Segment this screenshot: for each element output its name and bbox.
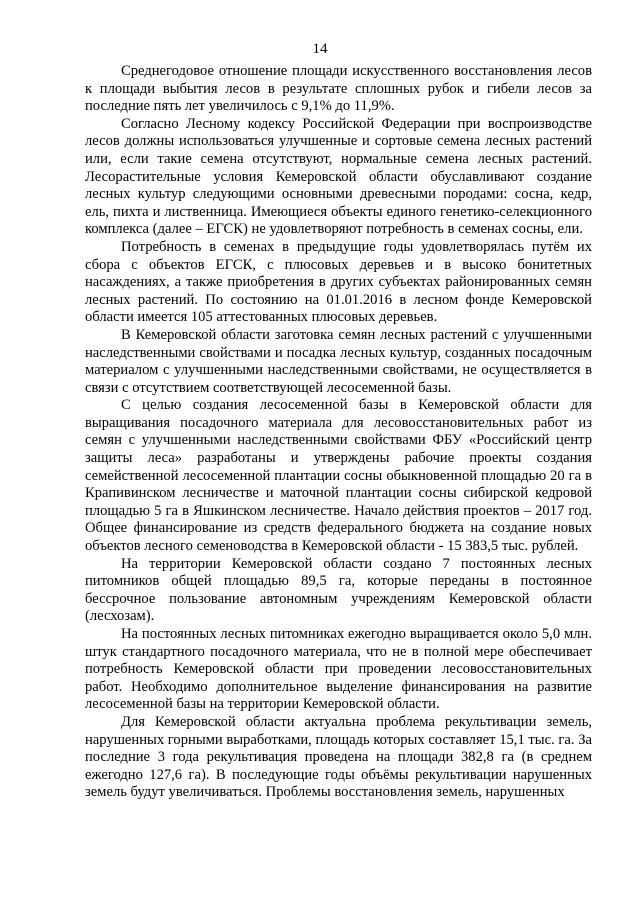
paragraph-improved-seeds: В Кемеровской области заготовка семян лесных растений с улучшенными наследственными свойствами и посадка лесных культур, созданных посадочным материалом с улучшенными наследственными свойствами, не осуществляется в связи с отсутствием соответствующей лесосеменной базы. bbox=[85, 326, 592, 396]
paragraph-forest-code-seeds: Согласно Лесному кодексу Российской Федерации при воспроизводстве лесов должны использоваться улучшенные и сортовые семена лесных растений или, если такие семена отсутствуют, нормальные семена лесных растений. Лесорастительные условия Кемеровской области обуславливают создание лесных культур следующими основными древесными породами: сосна, кедр, ель, пихта и лиственница. Имеющиеся объекты единого генетико-селекционного комплекса (далее – ЕГСК) не удовлетворяют потребность в семенах сосны, ели. bbox=[85, 115, 592, 238]
page-number: 14 bbox=[312, 41, 328, 57]
paragraph-reforestation-ratio: Среднегодовое отношение площади искусственного восстановления лесов к площади выбытия лесов в результате сплошных рубок и гибели лесов за последние пять лет увеличилось с 9,1% до 11,9%. bbox=[85, 63, 592, 115]
paragraph-planting-material: На постоянных лесных питомниках ежегодно выращивается около 5,0 млн. штук стандартного посадочного материала, что не в полной мере обеспечивает потребность Кемеровской области при проведении лесовосстановительных работ. Необходимо дополнительное выделение финансирования на развитие лесосеменной базы на территории Кемеровской области. bbox=[85, 626, 592, 713]
paragraph-land-recultivation: Для Кемеровской области актуальна проблема рекультивации земель, нарушенных горными выработками, площадь которых составляет 15,1 тыс. га. За последние 3 года рекультивация проведена на площади 382,8 га (в среднем ежегодно 127,6 га). В последующие годы объёмы рекультивации нарушенных земель будут увеличиваться. Проблемы восстановления земель, нарушенных bbox=[85, 713, 592, 801]
paragraph-nurseries: На территории Кемеровской области создано 7 постоянных лесных питомников общей площадью 89,5 га, которые переданы в постоянное бессрочное пользование автономным учреждениям Кемеровской области (лесхозам). bbox=[85, 555, 592, 625]
paragraph-seed-demand: Потребность в семенах в предыдущие годы удовлетворялась путём их сбора с объектов ЕГСК, с плюсовых деревьев и в высоко бонитетных насаждениях, а также приобретения в других субъектах районированных семян лесных растений. По состоянию на 01.01.2016 в лесном фонде Кемеровской области имеется 105 аттестованных плюсовых деревьев. bbox=[85, 238, 592, 326]
document-body bbox=[85, 63, 592, 802]
paragraph-seed-base-projects: С целью создания лесосеменной базы в Кемеровской области для выращивания посадочного материала для лесовосстановительных работ из семян с улучшенными наследственными свойствами ФБУ «Российский центр защиты леса» разработаны и утверждены рабочие проекты создания семейственной лесосеменной плантации сосны обыкновенной площадью 20 га в Крапивинском лесничестве и маточной плантации сосны сибирской кедровой площадью 5 га в Яшкинском лесничестве. Начало действия проектов – 2017 год. Общее финансирование из средств федерального бюджета на создание новых объектов лесного семеноводства в Кемеровской области - 15 383,5 тыс. рублей. bbox=[85, 397, 592, 555]
